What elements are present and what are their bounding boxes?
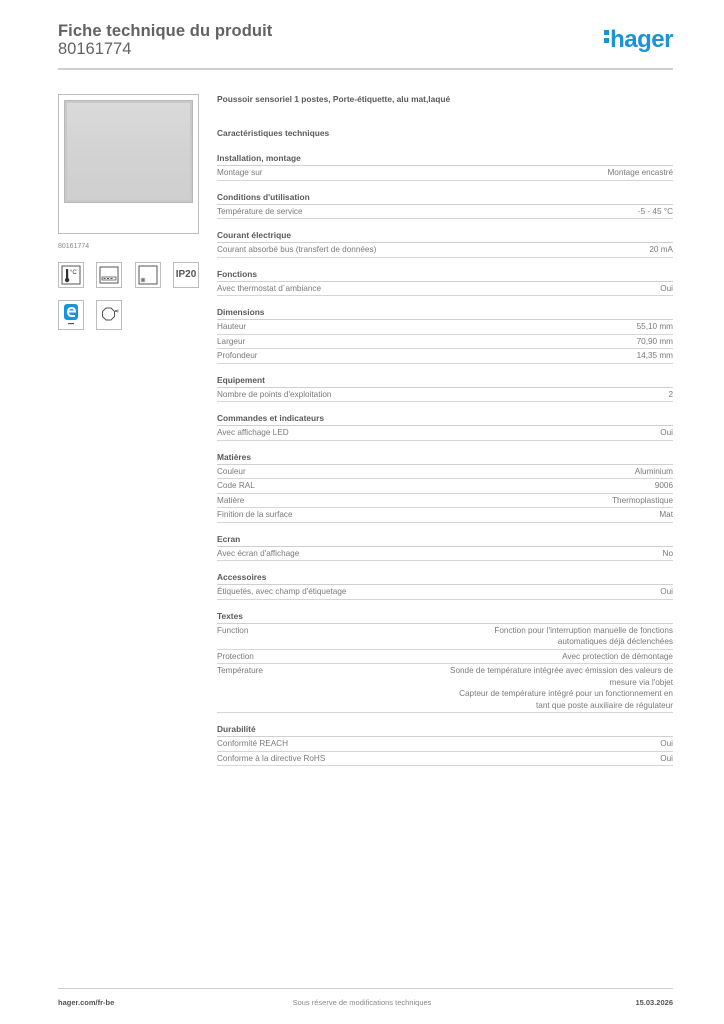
spec-row [217, 664, 673, 713]
spec-group-title: Durabilité [217, 723, 673, 737]
spec-value-line: 2 [668, 389, 673, 399]
spec-label: Matière [217, 495, 245, 505]
spec-group [217, 152, 673, 181]
spec-label: Montage sur [217, 168, 263, 177]
spec-label: Protection [217, 651, 254, 661]
spec-group [217, 306, 673, 364]
spec-label: Conforme à la directive RoHS [217, 753, 326, 763]
spec-label: Function [217, 625, 249, 635]
spec-group [217, 229, 673, 258]
spec-groups [217, 152, 673, 766]
thermometer-celsius-icon [58, 262, 84, 288]
product-image-caption: 80161774 [58, 243, 90, 250]
spec-value-line: Montage encastré [607, 168, 673, 177]
spec-row [217, 335, 673, 350]
spec-value [637, 336, 673, 348]
spec-value-line: Aluminium [634, 466, 673, 476]
spec-group [217, 723, 673, 766]
spec-value [637, 350, 673, 362]
spec-label: Couleur [217, 466, 246, 476]
ip20-icon: IP20 [173, 262, 199, 288]
spec-group-title: Conditions d'utilisation [217, 191, 673, 205]
spec-group [217, 191, 673, 220]
spec-row [217, 585, 673, 600]
footer-divider [58, 988, 673, 989]
spec-value [562, 651, 673, 663]
easy-e-app-icon [58, 300, 84, 330]
spec-value-line: Oui [660, 587, 673, 596]
spec-group-title: Accessoires [217, 571, 673, 585]
spec-row [217, 508, 673, 523]
spec-row [217, 547, 673, 562]
spec-value-line: Oui [660, 753, 673, 763]
spec-group-title: Fonctions [217, 268, 673, 282]
spec-value-line: tant que poste auxiliaire de régulateur [535, 700, 673, 710]
spec-label: Finition de la surface [217, 510, 293, 519]
spec-value [663, 548, 673, 560]
specifications [217, 94, 673, 776]
footer-disclaimer: Sous réserve de modifications techniques [292, 998, 432, 1007]
spec-value [607, 167, 673, 179]
spec-row [217, 737, 673, 752]
spec-group [217, 374, 673, 403]
spec-value [450, 665, 673, 711]
spec-row [217, 282, 673, 297]
spec-group-title: Dimensions [217, 306, 673, 320]
spec-row [217, 243, 673, 258]
spec-label: Température de service [217, 206, 303, 216]
page-header [58, 20, 673, 70]
spec-value [660, 283, 673, 295]
spec-group [217, 571, 673, 600]
spec-value [637, 321, 673, 333]
spec-value-line: 14,35 mm [636, 351, 673, 360]
product-number: 80161774 [58, 40, 132, 58]
spec-label: Avec affichage LED [217, 428, 289, 437]
spec-value-line: Oui [660, 428, 673, 437]
spec-row [217, 624, 673, 650]
spec-value-line: Mat [659, 510, 673, 519]
spec-group-title: Installation, montage [217, 152, 673, 166]
spec-row [217, 388, 673, 403]
spec-value-line: mesure via l'objet [609, 677, 673, 687]
led-display-icon [96, 262, 122, 288]
spec-row [217, 650, 673, 665]
spec-value-line: Oui [660, 739, 673, 748]
header-divider [58, 68, 673, 70]
spec-row [217, 349, 673, 364]
spec-label: Étiquetés, avec champ d'étiquetage [217, 587, 347, 596]
spec-value [494, 625, 673, 648]
spec-value-line: Fonction pour l'interruption manuelle de fonctions [494, 625, 673, 635]
spec-value [660, 738, 673, 750]
section-title-technical: Caractéristiques techniques [217, 128, 330, 138]
spec-label: Nombre de points d'exploitation [217, 389, 332, 399]
spec-row [217, 494, 673, 509]
spec-value [638, 206, 673, 218]
spec-value [668, 389, 673, 401]
spec-value-line: Sonde de température intégrée avec émission des valeurs de [449, 666, 673, 675]
spec-value [655, 480, 673, 492]
spec-value-line: -5 - 45 °C [637, 206, 673, 216]
spec-value-line: No [662, 548, 673, 558]
octagon-profile-icon [96, 300, 122, 330]
spec-group-title: Equipement [217, 374, 673, 388]
spec-value-line: Capteur de température intégré pour un fonctionnement en [459, 689, 673, 698]
spec-label: Code RAL [217, 481, 255, 490]
spec-value-line: 9006 [654, 481, 673, 490]
spec-row [217, 465, 673, 480]
spec-group [217, 268, 673, 297]
hager-logo [604, 26, 673, 54]
spec-group-title: Textes [217, 610, 673, 624]
spec-value [635, 466, 673, 478]
spec-label: Hauteur [217, 322, 247, 331]
spec-value [612, 495, 673, 507]
spec-value-line: Avec protection de démontage [562, 651, 673, 661]
spec-label: Largeur [217, 336, 246, 346]
spec-label: Avec thermostat d´ambiance [217, 283, 322, 293]
spec-value-line: Thermoplastique [612, 495, 673, 505]
spec-label: Avec écran d'affichage [217, 548, 300, 558]
spec-label: Profondeur [217, 351, 258, 360]
spec-value-line: automatiques déjà déclenchées [557, 637, 673, 646]
spec-label: Température [217, 666, 263, 675]
spec-value [660, 586, 673, 598]
product-description: Poussoir sensoriel 1 postes, Porte-étiquette, alu mat,laqué [217, 94, 451, 104]
spec-label: Courant absorbé bus (transfert de données) [217, 245, 377, 254]
footer-date: 15.03.2026 [635, 998, 673, 1007]
spec-row [217, 479, 673, 494]
spec-row [217, 426, 673, 441]
spec-row [217, 752, 673, 767]
spec-group-title: Ecran [217, 533, 673, 547]
spec-row [217, 166, 673, 181]
page-title: Fiche technique du produit [58, 22, 273, 40]
spec-value-line: 20 mA [649, 245, 673, 254]
spec-value [649, 244, 673, 256]
spec-value-line: 55,10 mm [636, 322, 673, 331]
footer-website[interactable]: hager.com/fr-be [58, 998, 115, 1007]
sensor-light-icon [135, 262, 161, 288]
spec-value [660, 427, 673, 439]
product-image [58, 94, 199, 234]
spec-row [217, 205, 673, 220]
spec-value [659, 509, 673, 521]
spec-value [660, 753, 673, 765]
push-button-plate [64, 100, 193, 203]
spec-row [217, 320, 673, 335]
svg-text:°C: °C [70, 270, 77, 276]
spec-value-line: Oui [660, 283, 673, 293]
spec-group-title: Matières [217, 451, 673, 465]
spec-group-title: Commandes et indicateurs [217, 412, 673, 426]
spec-group [217, 610, 673, 714]
spec-group [217, 412, 673, 441]
spec-group-title: Courant électrique [217, 229, 673, 243]
logo-text: hager [610, 26, 673, 53]
logo-colon-icon [604, 28, 610, 46]
spec-group [217, 533, 673, 562]
spec-group [217, 451, 673, 523]
spec-label: Conformité REACH [217, 739, 288, 748]
spec-value-line: 70,90 mm [636, 336, 673, 346]
